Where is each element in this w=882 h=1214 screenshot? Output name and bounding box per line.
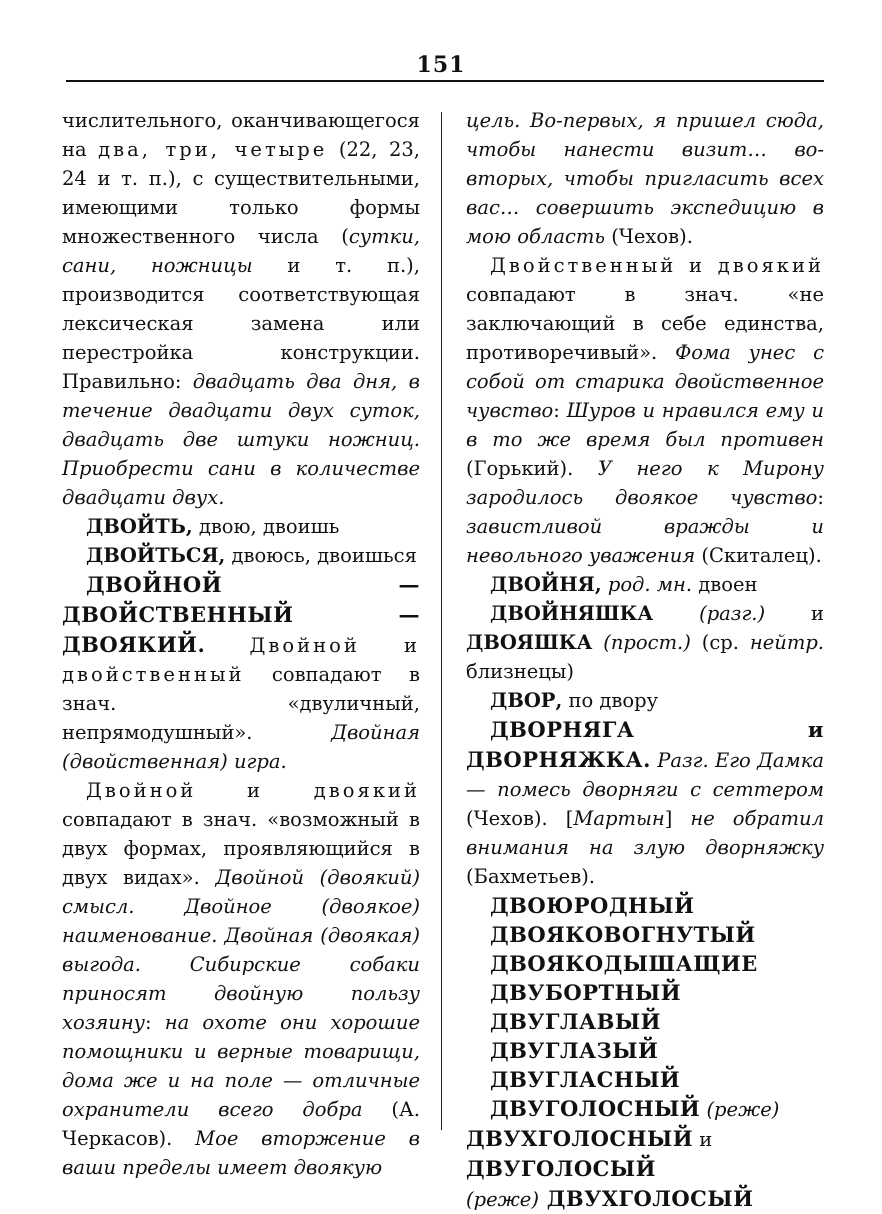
example-text: Мое вторжение в ваши пределы имеет двоякую <box>62 1127 420 1179</box>
entry-dvornyaga <box>466 715 824 891</box>
entry-dvor <box>466 686 824 715</box>
header-rule <box>66 80 824 82</box>
headword: ДВОЙТЬСЯ, <box>86 544 226 567</box>
headword: ДВОЙНОЙ — ДВОЙСТВЕННЫЙ — ДВОЯКИЙ. <box>62 572 420 657</box>
example-text: завистливой вражды и невольного уважения <box>466 515 824 567</box>
headword: ДВУГОЛОСЫЙ <box>466 1156 656 1181</box>
text-run: : <box>553 399 567 422</box>
column-divider <box>441 112 442 1130</box>
source-citation: (А. Черкасов). <box>62 1098 420 1150</box>
headword: ДВОРНЯГА и ДВОРНЯЖКА. <box>466 717 824 772</box>
headword: ДВУГЛАЗЫЙ <box>490 1038 659 1063</box>
word-forms: двоюсь, двоишься <box>225 544 417 567</box>
entry-dvoinya <box>466 570 824 599</box>
headword: ДВУГЛАВЫЙ <box>490 1009 661 1034</box>
text-run: близнецы) <box>466 660 574 683</box>
example-text: Мартын <box>573 807 665 830</box>
usage-label: (реже) <box>700 1098 780 1121</box>
word-forms: по двору <box>562 689 659 712</box>
example-text: У него к Мирону зародилось двоякое чувство <box>466 457 824 509</box>
text-run: и <box>693 1128 713 1151</box>
example-text: Фома унес с собой от старика двойственное чувство <box>466 341 824 422</box>
headword: ДВОР, <box>490 689 563 712</box>
headword: ДВУХГОЛОСЫЙ <box>538 1186 754 1211</box>
example-text: Двойная (двойственная) игра. <box>62 721 420 773</box>
headword: ДВОЯКОВОГНУТЫЙ <box>490 922 756 947</box>
example-text: Разг. Его Дамка — помесь дворняги с сеттером <box>466 749 824 801</box>
spaced-text: два, три, четыре <box>98 138 328 161</box>
usage-label: (реже) <box>466 1188 539 1211</box>
headword: ДВОЯШКА <box>466 631 593 654</box>
example-text: на охоте они хорошие помощники и верные товарищи, дома же и на поле — отличные охранители всего добра <box>62 1011 420 1121</box>
headword-list <box>466 891 824 1094</box>
headword: ДВУГЛАСНЫЙ <box>490 1067 681 1092</box>
headword: ДВОЙТЬ, <box>86 515 193 538</box>
source-citation: (Горький). <box>466 457 574 480</box>
right-column <box>466 106 824 1214</box>
headword: ДВОЮРОДНЫЙ <box>490 893 695 918</box>
definition-text: совпадают в знач. «не заключающий в себе единства, противоречивый». <box>466 283 824 364</box>
headword: ДВУГОЛОСНЫЙ <box>490 1096 701 1121</box>
headword: ДВОЙНЯШКА <box>490 602 654 625</box>
text-run: ] <box>664 807 691 830</box>
headword: ДВУБОРТНЫЙ <box>490 980 682 1005</box>
headword: ДВОЯКОДЫШАЩИЕ <box>490 951 758 976</box>
entry-dvoit <box>62 512 420 541</box>
continued-paragraph <box>62 106 420 512</box>
entry-paragraph <box>466 251 824 570</box>
text-run: : <box>817 486 824 509</box>
source-citation: (Бахметьев). <box>466 865 595 888</box>
text-run: : <box>145 1011 165 1034</box>
example-text: Двойной (двоякий) смысл. Двойное (двоякое) наименование. Двойная (двоякая) выгода. Сибирские собаки приносят двойную пользу хозяину <box>62 866 420 1034</box>
word-forms: двоен <box>692 573 758 596</box>
source-citation: (Чехов). [ <box>466 807 574 830</box>
source-citation: (Чехов). <box>605 225 693 248</box>
continued-paragraph <box>466 106 824 251</box>
source-citation: (Скиталец). <box>695 544 822 567</box>
example-text: не обратил внимания на злую дворняжку <box>466 807 824 859</box>
page-number: 151 <box>416 52 466 78</box>
text-run: и т. п.), производится соответствующая лексическая замена или перестройка конструкции. Правильно: <box>62 254 420 393</box>
usage-label: (прост.) <box>592 631 691 654</box>
entry-dvoitsya <box>62 541 420 570</box>
entry-paragraph <box>62 776 420 1182</box>
left-column <box>62 106 420 1182</box>
spaced-text: Двойственный и двоякий <box>490 254 824 277</box>
example-text: цель. Во-первых, я пришел сюда, чтобы нанести визит… во-вторых, чтобы пригласить всех вас… совершить экспедицию в мою область <box>466 109 824 248</box>
example-text: Шуров и нравился ему и в то же время был противен <box>466 399 824 451</box>
definition-text: совпадают в знач. «двуличный, непрямодушный». <box>62 663 420 744</box>
headword: ДВОЙНЯ, <box>490 573 602 596</box>
definition-text: совпадают в знач. «возможный в двух формах, проявляющийся в двух видах». <box>62 808 420 889</box>
text-run: (ср. <box>690 631 750 654</box>
text-run: (22, 23, 24 и т. п.), с существительными, имеющими только формы множественного числа ( <box>62 138 421 248</box>
spaced-text: Двойной и двоякий <box>86 779 420 802</box>
example-text: двадцать два дня, в течение двадцати двух суток, двадцать две штуки ножниц. Приобрести сани в количестве двадцати двух. <box>62 370 420 509</box>
entry-dvoinoi <box>62 570 420 776</box>
spaced-text: Двойной и двойственный <box>62 634 420 686</box>
usage-label: нейтр. <box>749 631 825 654</box>
text-run: и <box>765 602 824 625</box>
entry-dvoinyashka <box>466 599 824 686</box>
entry-dvugolosny <box>466 1094 824 1214</box>
example-text: сутки, сани, ножницы <box>62 225 420 277</box>
word-forms: двою, двоишь <box>192 515 340 538</box>
grammar-label: род. мн. <box>601 573 693 596</box>
headword: ДВУХГОЛОСНЫЙ <box>466 1126 694 1151</box>
text-run: числительного, оканчивающегося на <box>62 109 420 161</box>
usage-label: (разг.) <box>653 602 766 625</box>
